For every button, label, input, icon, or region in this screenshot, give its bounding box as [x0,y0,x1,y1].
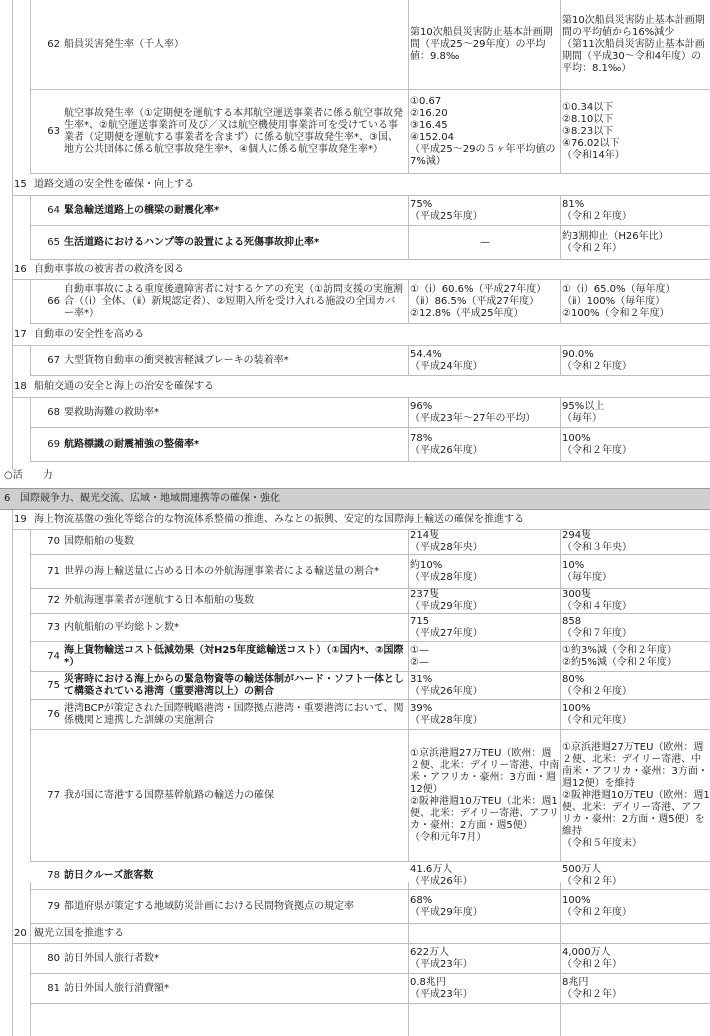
target-value: 10% （毎年度） [562,559,612,583]
row-number: 64 [47,204,60,216]
target-value: 294隻 （令和３年央） [562,530,632,553]
table-row [30,428,710,462]
table-border-inner [30,398,31,462]
table-row [30,589,710,614]
section-label: 船舶交通の安全と海上の治安を確保する [34,380,214,392]
target-value: 8兆円 （令和２年） [562,976,622,1000]
baseline-value: 68% （平成29年度） [410,894,483,918]
baseline-value: ①（ⅰ）60.6%（平成27年度） （ⅱ）86.5%（平成27年度） ②12.8%（平成25年度） [410,283,547,319]
indicator-name: 船員災害発生率（千人率） [64,38,184,50]
policy-number: 6 [4,493,11,504]
target-value: 100% （令和２年度） [562,432,632,456]
row-number: 81 [47,982,60,994]
indicator-name: 国際船舶の隻数 [64,536,134,547]
baseline-value: 約10% （平成28年度） [410,559,483,583]
indicator-name: 世界の海上輸送量に占める日本の外航海運事業者による輸送量の割合* [64,565,379,577]
row-number: 62 [47,38,60,50]
target-value: 100% （令和元年度） [562,702,632,726]
column-divider-target [560,196,561,260]
policy-header-6 [0,488,710,510]
row-number: 73 [47,621,60,633]
column-divider-base [408,196,409,260]
baseline-value: — [480,236,490,248]
baseline-value: 715 （平成27年度） [410,615,483,639]
indicator-name: 大型貨物自動車の衝突被害軽減ブレーキの装着率* [64,354,289,366]
indicator-name: 訪日クルーズ旅客数 [64,869,154,881]
table-row [30,700,710,730]
row-number: 69 [47,438,60,450]
table-border-inner [30,882,31,1036]
section-header-16 [12,260,710,280]
indicator-name: 自動車事故による重度後遺障害者に対するケアの充実（①訪問支援の実施割合（（ⅰ）全体、（ⅱ）新規認定者）、②短期入所を受け入れる施設の全国カバー率*） [64,283,403,319]
row-number: 68 [47,406,60,418]
table-border-left [12,510,13,1036]
column-divider-base [408,398,409,462]
target-value: 80% （令和２年度） [562,673,632,697]
target-value: 4,000万人 （令和２年） [562,946,622,970]
indicator-name: 港湾BCPが策定された国際戦略港湾・国際拠点港湾・重要港湾において、関係機関と連携した訓練の実施割合 [64,702,404,726]
row-number: 78 [47,869,60,881]
baseline-value: 41.6万人 （平成26年） [410,863,473,887]
row-number: 80 [47,952,60,964]
table-row [30,642,710,672]
section-label: 自動車の安全性を高める [34,328,144,340]
column-divider-base [408,530,409,862]
indicator-name: 航空事故発生率（①定期便を運航する本邦航空運送事業者に係る航空事故発生率*、②航空運送事業許可及び／又は航空機使用事業許可を受けている事業者（定期便を運航する事業者を含まず）に係る航空事故発生率*、③国、地方公共団体に係る航空事故発生率*、④個人に係る航空事故発生率*） [64,107,403,155]
table-border-left [12,0,13,470]
indicator-name: 訪日外国人旅行消費額* [64,982,169,994]
baseline-value: 0.8兆円 （平成23年） [410,976,473,1000]
column-divider-base [408,346,409,376]
target-value: 81% （令和２年度） [562,198,632,222]
column-divider-target [560,0,561,174]
indicator-name: 我が国に寄港する国際基幹航路の輸送力の確保 [64,789,274,801]
target-value: 100% （令和２年度） [562,894,632,918]
baseline-value: 39% （平成28年度） [410,702,483,726]
section-label: 観光立国を推進する [34,927,124,939]
section-header-20 [12,924,710,944]
policy-label: 国際競争力、観光交流、広域・地域間連携等の確保・強化 [20,493,280,504]
category-heading: ○活 力 [4,470,53,481]
target-value: ①0.34以下 ②8.10以下 ③8.23以下 ④76.02以下 （令和14年） [562,101,625,161]
row-number: 63 [47,125,60,137]
baseline-value: 214隻 （平成28年央） [410,530,483,553]
section-header-15 [12,174,710,196]
table-row [30,280,710,324]
row-number: 70 [47,536,60,547]
table-border-inner [30,0,31,174]
row-number: 66 [47,295,60,307]
row-number: 77 [47,789,60,801]
target-value: 858 （令和７年度） [562,615,632,639]
indicator-name: 都道府県が策定する地域防災計画における民間物資拠点の規定率 [64,900,354,912]
target-value: 500万人 （令和２年） [562,863,622,887]
table-row [30,196,710,226]
column-divider-base [408,0,409,174]
table-row [30,944,710,974]
table-row [30,555,710,589]
indicator-name: 訪日外国人旅行者数* [64,952,159,964]
row-number: 79 [47,900,60,912]
indicator-name: 災害時における海上からの緊急物資等の輸送体制がハード・ソフト一体として構築されている港湾（重要港湾以上）の割合 [64,673,404,697]
row-number: 67 [47,354,60,366]
table-row [30,226,710,260]
section-header-18 [12,376,710,398]
section-label: 道路交通の安全性を確保・向上する [34,178,194,190]
target-value: 約3割抑止（H26年比） （令和２年） [562,230,669,254]
indicator-name: 生活道路におけるハンプ等の設置による死傷事故抑止率* [64,236,320,248]
section-number: 17 [14,328,27,340]
table-row [30,0,710,90]
row-number: 75 [47,679,60,691]
section-number: 16 [14,263,27,275]
baseline-value: 31% （平成26年度） [410,673,483,697]
baseline-value: 78% （平成26年度） [410,432,483,456]
table-row [30,614,710,642]
baseline-value: ①— ②— [410,644,429,668]
target-value: ①京浜港週27万TEU（欧州：週２便、北米：デイリー寄港、中南米・アフリカ・豪州：3方面・週12便）を維持 ②阪神港週10万TEU（欧州：週1便、北米：デイリー寄港、アフリカ・豪州：2方面・週5便）を維持 （令和５年度末） [562,741,710,849]
column-divider-target [560,398,561,462]
indicator-name: 海上貨物輸送コスト低減効果（対H25年度総輸送コスト）（①国内*、②国際*） [64,644,404,668]
table-border-inner [30,280,31,324]
column-divider-base [408,882,409,1036]
section-number: 18 [14,380,27,392]
row-number: 71 [47,565,60,577]
table-border-inner [30,346,31,376]
target-value: 第10次船員災害防止基本計画期間の平均値から16%減少 （第11次船員災害防止基本計画期間（平成30〜令和4年度）の平均：8.1‰） [562,14,705,74]
table-row [30,890,710,924]
column-divider-base [408,280,409,324]
baseline-value: ①京浜港週27万TEU（欧州：週２便、北米：デイリー寄港、中南米・アフリカ・豪州：3方面・週12便） ②阪神港週10万TEU（北米：週1便、北米：デイリー寄港、アフリカ・豪州：2方面・週5便） （令和元年7月） [410,747,560,843]
column-divider-target [560,346,561,376]
target-value: 95%以上 （毎年） [562,400,605,424]
table-row [30,862,710,890]
baseline-value: 622万人 （平成23年） [410,946,473,970]
row-number: 74 [47,650,60,662]
table-row [30,346,710,376]
indicator-name: 外航海運事業者が運航する日本船舶の隻数 [64,595,254,606]
baseline-value: 54.4% （平成24年度） [410,348,483,372]
table-row [30,398,710,428]
table-border-inner [30,530,31,862]
section-header-19 [12,510,710,530]
target-value: 300隻 （令和４年度） [562,589,632,612]
row-number: 76 [47,708,60,720]
indicator-name: 緊急輸送道路上の橋梁の耐震化率* [64,204,220,216]
row-number: 72 [47,595,60,606]
table-border-inner [30,196,31,260]
target-value: ①約3%減（令和２年度） ②約5%減（令和２年度） [562,644,677,668]
baseline-value: 237隻 （平成29年度） [410,589,483,612]
baseline-value: ①0.67 ②16.20 ③16.45 ④152.04 （平成25〜29の５ヶ年平均値の7%減） [410,95,556,167]
section-number: 19 [14,513,27,525]
table-row [30,730,710,862]
section-header-17 [12,324,710,346]
target-value: 90.0% （令和２年度） [562,348,632,372]
indicator-name: 内航船舶の平均総トン数* [64,621,179,633]
target-value: ①（ⅰ）65.0%（毎年度） （ⅱ）100%（毎年度） ②100%（令和２年度） [562,283,676,319]
section-number: 15 [14,178,27,190]
column-divider-target [560,280,561,324]
section-label: 自動車事故の被害者の救済を図る [34,263,184,275]
baseline-value: 96% （平成23年〜27年の平均） [410,400,536,424]
indicator-name: 要救助海難の救助率* [64,406,159,418]
column-divider-target [560,882,561,1036]
table-row [30,90,710,174]
indicator-name: 航路標識の耐震補強の整備率* [64,438,200,450]
row-number: 65 [47,236,60,248]
table-row [30,672,710,700]
baseline-value: 75% （平成25年度） [410,198,483,222]
section-number: 20 [14,927,27,939]
baseline-value: 第10次船員災害防止基本計画期間（平成25〜29年度）の平均値：9.8‰ [410,26,553,62]
table-row [30,530,710,555]
section-label: 海上物流基盤の強化等総合的な物流体系整備の推進、みなとの振興、安定的な国際海上輸送の確保を推進する [34,513,524,525]
column-divider-target [560,530,561,862]
table-row [30,974,710,1004]
